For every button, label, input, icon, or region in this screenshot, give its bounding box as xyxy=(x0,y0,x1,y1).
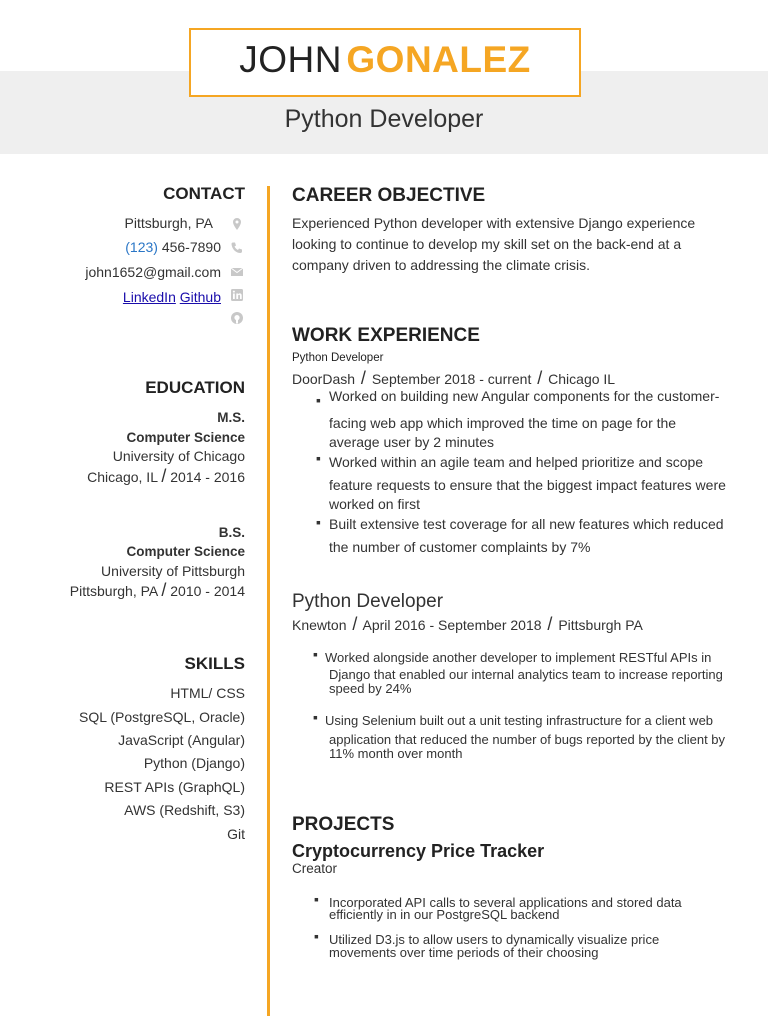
contact-links xyxy=(123,287,221,307)
bullet-line: feature requests to ensure that the biggest impact features were xyxy=(329,477,726,493)
bullet-line: Django that enabled our internal analytics team to increase reporting xyxy=(329,667,723,682)
list-item xyxy=(316,450,704,470)
list-item xyxy=(313,646,712,665)
edu1-place: Chicago, IL xyxy=(87,469,158,485)
first-name: JOHN xyxy=(239,39,342,80)
job1-company: DoorDash xyxy=(292,371,356,387)
bullet-line: Built extensive test coverage for all new features which reduced xyxy=(329,516,724,532)
bullet-line: Worked alongside another developer to implement RESTful APIs in xyxy=(325,650,712,665)
skills-heading: SKILLS xyxy=(184,654,245,673)
job1-meta xyxy=(292,368,722,389)
edu1-school: University of Chicago xyxy=(112,448,245,464)
edu2-place-years xyxy=(70,580,245,601)
job1-title: Python Developer xyxy=(292,352,384,364)
objective-line: Experienced Python developer with extensive Django experience xyxy=(292,215,696,231)
last-name: GONALEZ xyxy=(346,39,531,80)
bullet-line: worked on first xyxy=(329,496,421,512)
job2-meta xyxy=(292,614,722,635)
contact-heading: CONTACT xyxy=(163,184,245,203)
bullet-line: Incorporated API calls to several applications and stored data xyxy=(329,895,682,910)
bullet-line: the number of customer complaints by 7% xyxy=(329,539,591,555)
edu1-degree: M.S. xyxy=(217,410,245,425)
name-box xyxy=(189,28,581,97)
contact-phone xyxy=(125,237,221,257)
bullet-icon: ▪ xyxy=(314,928,319,944)
projects-heading: PROJECTS xyxy=(292,814,395,835)
bullet-icon: ▪ xyxy=(316,514,321,530)
list-item xyxy=(316,514,724,532)
separator: / xyxy=(161,466,167,486)
bullet-line: movements over time periods of their choosing xyxy=(329,945,599,960)
edu2-place: Pittsburgh, PA xyxy=(69,583,158,599)
work-heading: WORK EXPERIENCE xyxy=(292,325,480,346)
skill-item: AWS (Redshift, S3) xyxy=(124,802,245,818)
bullet-icon: ▪ xyxy=(313,646,318,662)
job2-title: Python Developer xyxy=(292,591,444,612)
bullet-icon: ▪ xyxy=(316,392,321,408)
education-heading: EDUCATION xyxy=(145,378,245,397)
project-name: Cryptocurrency Price Tracker xyxy=(292,841,545,861)
objective-line: looking to continue to develop my skill set on the back-end at a xyxy=(292,236,682,252)
job2-company: Knewton xyxy=(292,617,347,633)
skill-item: Git xyxy=(227,826,245,842)
column-divider xyxy=(267,186,270,1016)
bullet-icon: ▪ xyxy=(316,450,321,466)
bullet-line: Worked on building new Angular components for the customer- xyxy=(329,388,720,404)
bullet-line: application that reduced the number of bugs reported by the client by xyxy=(329,732,726,747)
job2-dates: April 2016 - September 2018 xyxy=(362,617,542,633)
bullet-line: Using Selenium built out a unit testing infrastructure for a client web xyxy=(325,713,714,728)
edu2-years: 2010 - 2014 xyxy=(170,583,245,599)
bullet-line: Utilized D3.js to allow users to dynamically visualize price xyxy=(329,932,660,947)
separator: / xyxy=(161,580,167,600)
job-title: Python Developer xyxy=(284,105,484,133)
separator: / xyxy=(537,368,543,388)
skill-item: JavaScript (Angular) xyxy=(118,732,245,748)
separator: / xyxy=(360,368,366,388)
job2-location: Pittsburgh PA xyxy=(558,617,643,633)
edu1-major: Computer Science xyxy=(126,430,245,445)
skill-item: REST APIs (GraphQL) xyxy=(104,779,245,795)
contact-email[interactable]: john1652@gmail.com xyxy=(85,264,221,280)
bullet-icon: ▪ xyxy=(314,891,319,907)
skill-item: Python (Django) xyxy=(143,755,245,771)
edu2-degree: B.S. xyxy=(218,525,245,540)
phone-icon xyxy=(230,241,244,255)
edu2-school: University of Pittsburgh xyxy=(101,563,245,579)
objective-line: company driven to addressing the climate crisis. xyxy=(292,257,591,273)
objective-heading: CAREER OBJECTIVE xyxy=(292,185,486,206)
phone-number: 456-7890 xyxy=(157,239,221,255)
edu1-place-years xyxy=(87,466,245,487)
bullet-line: Worked within an agile team and helped prioritize and scope xyxy=(329,454,704,470)
project-role: Creator xyxy=(292,861,338,876)
phone-area-code[interactable]: (123) xyxy=(125,239,158,255)
bullet-line: speed by 24% xyxy=(329,681,412,696)
separator: / xyxy=(547,614,553,634)
job1-location: Chicago IL xyxy=(548,371,616,387)
list-item xyxy=(313,709,714,728)
job1-dates: September 2018 - current xyxy=(371,371,532,387)
edu1-years: 2014 - 2016 xyxy=(170,469,245,485)
bullet-line: facing web app which improved the time on page for the xyxy=(329,415,677,431)
separator: / xyxy=(352,614,358,634)
bullet-line: 11% month over month xyxy=(329,746,463,761)
github-link[interactable]: Github xyxy=(179,289,221,305)
bullet-line: average user by 2 minutes xyxy=(329,434,494,450)
bullet-icon: ▪ xyxy=(313,709,318,725)
linkedin-icon xyxy=(230,288,244,302)
skill-item: HTML/ CSS xyxy=(170,685,245,701)
skill-item: SQL (PostgreSQL, Oracle) xyxy=(79,709,245,725)
edu2-major: Computer Science xyxy=(126,544,245,559)
location-pin-icon xyxy=(230,217,244,231)
bullet-line: efficiently in in our PostgreSQL backend xyxy=(329,907,560,922)
github-icon xyxy=(230,311,244,325)
envelope-icon xyxy=(230,265,244,279)
linkedin-link[interactable]: LinkedIn xyxy=(122,289,176,305)
contact-location: Pittsburgh, PA xyxy=(124,215,213,231)
list-item xyxy=(316,388,720,408)
